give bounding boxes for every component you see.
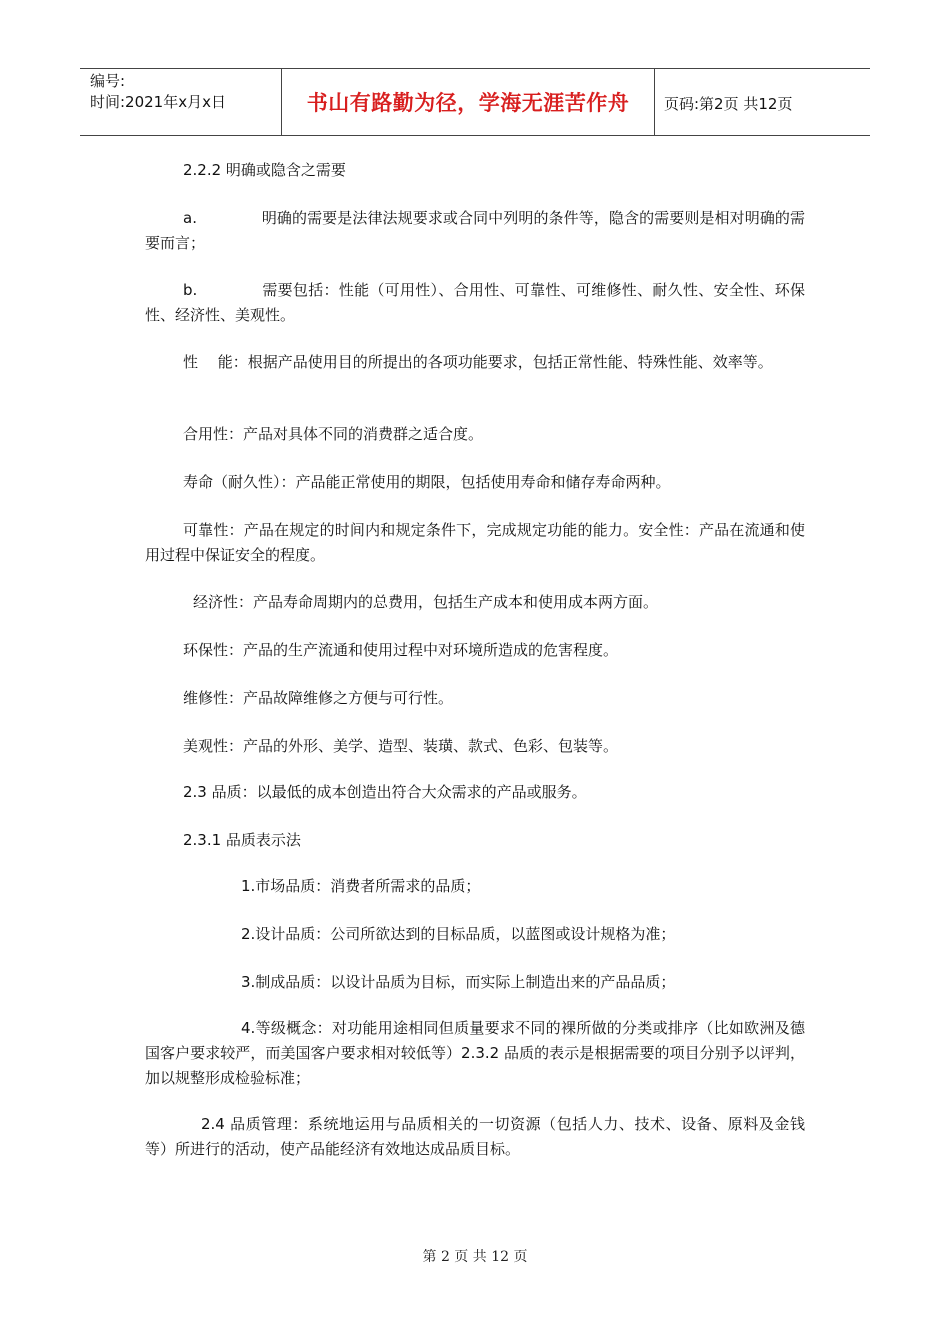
paragraph-b: b. 需要包括：性能（可用性）、合用性、可靠性、可维修性、耐久性、安全性、环保性、经济性、美观性。 — [145, 281, 805, 324]
page-header — [80, 68, 870, 136]
paragraph-environment: 环保性：产品的生产流通和使用过程中对环境所造成的危害程度。 — [183, 641, 619, 659]
page-footer: 第 2 页 共 12 页 — [422, 1249, 528, 1265]
list-item-design-quality: 2.设计品质：公司所欲达到的目标品质，以蓝图或设计规格为准； — [241, 925, 676, 943]
time-label: 时间:2021年x月x日 — [90, 93, 226, 111]
heading-2-3-1: 2.3.1 品质表示法 — [183, 831, 301, 849]
list-item-grade-concept: 4.等级概念：对功能用途相同但质量要求不同的裸所做的分类或排序（比如欧洲及德国客户要求较严，而美国客户要求相对较低等）2.3.2 品质的表示是根据需要的项目分别予以评判，加以规整形成检验标准； — [145, 1019, 805, 1087]
paragraph-performance: 性 能：根据产品使用目的所提出的各项功能要求，包括正常性能、特殊性能、效率等。 — [183, 353, 773, 371]
header-page-info: 页码:第2页 共12页 — [664, 95, 793, 113]
list-item-market-quality: 1.市场品质：消费者所需求的品质； — [241, 877, 481, 895]
heading-2-3: 2.3 品质：以最低的成本创造出符合大众需求的产品或服务。 — [183, 783, 587, 801]
heading-2-2-2: 2.2.2 明确或隐含之需要 — [183, 161, 346, 179]
paragraph-quality-management: 2.4 品质管理：系统地运用与品质相关的一切资源（包括人力、技术、设备、原料及金钱等）所进行的活动，使产品能经济有效地达成品质目标。 — [145, 1115, 805, 1158]
paragraph-aesthetics: 美观性：产品的外形、美学、造型、装璜、款式、色彩、包装等。 — [183, 737, 619, 755]
paragraph-economy: 经济性：产品寿命周期内的总费用，包括生产成本和使用成本两方面。 — [193, 593, 659, 611]
paragraph-reliability: 可靠性：产品在规定的时间内和规定条件下，完成规定功能的能力。安全性：产品在流通和使用过程中保证安全的程度。 — [145, 521, 805, 564]
paragraph-suitability: 合用性：产品对具体不同的消费群之适合度。 — [183, 425, 484, 443]
header-meta — [90, 71, 280, 113]
number-label: 编号: — [90, 72, 126, 90]
paragraph-durability: 寿命（耐久性）：产品能正常使用的期限，包括使用寿命和储存寿命两种。 — [183, 473, 671, 491]
paragraph-a: a. 明确的需要是法律法规要求或合同中列明的条件等，隐含的需要则是相对明确的需要而言； — [145, 209, 805, 252]
paragraph-maintainability: 维修性：产品故障维修之方便与可行性。 — [183, 689, 454, 707]
list-item-manufactured-quality: 3.制成品质：以设计品质为目标，而实际上制造出来的产品品质； — [241, 973, 676, 991]
header-motto: 书山有路勤为径，学海无涯苦作舟 — [281, 68, 655, 136]
